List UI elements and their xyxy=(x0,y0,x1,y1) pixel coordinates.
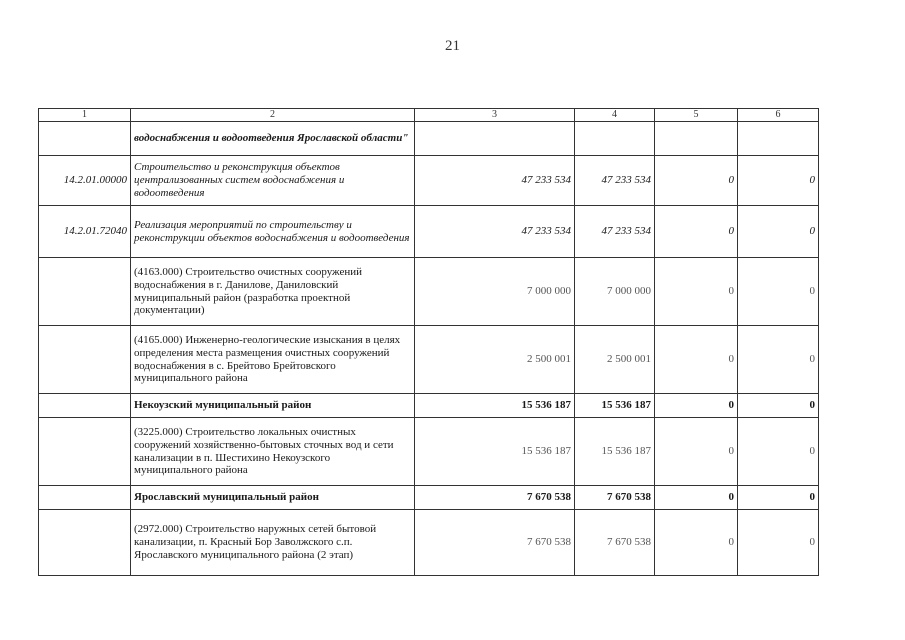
row-code: 14.2.01.72040 xyxy=(39,206,131,258)
budget-table xyxy=(38,108,819,576)
table-header-row xyxy=(39,109,819,122)
row-name: (4163.000) Строительство очистных сооружений водоснабжения в г. Данилове, Даниловский муниципальный район (разработка проектной документации) xyxy=(131,258,415,326)
row-value-col3: 7 000 000 xyxy=(415,258,575,326)
column-header: 2 xyxy=(131,109,415,122)
row-value-col3: 47 233 534 xyxy=(415,206,575,258)
table-row xyxy=(39,394,819,418)
page-number: 21 xyxy=(445,38,460,54)
row-code xyxy=(39,122,131,156)
row-value-col4 xyxy=(575,122,655,156)
row-code xyxy=(39,258,131,326)
table-row xyxy=(39,156,819,206)
table-row xyxy=(39,258,819,326)
row-name: Реализация мероприятий по строительству и реконструкции объектов водоснабжения и водоотведения xyxy=(131,206,415,258)
row-value-col6 xyxy=(738,122,819,156)
row-value-col5: 0 xyxy=(655,510,738,576)
row-value-col6: 0 xyxy=(738,206,819,258)
table-row xyxy=(39,206,819,258)
row-code xyxy=(39,418,131,486)
table-row xyxy=(39,122,819,156)
row-name: (4165.000) Инженерно-геологические изыскания в целях определения места размещения очистных сооружений водоснабжения в с. Брейтово Брейтовского муниципального района xyxy=(131,326,415,394)
row-value-col4: 7 670 538 xyxy=(575,510,655,576)
row-value-col4: 15 536 187 xyxy=(575,418,655,486)
row-value-col6: 0 xyxy=(738,258,819,326)
row-value-col3: 7 670 538 xyxy=(415,486,575,510)
row-name: Некоузский муниципальный район xyxy=(131,394,415,418)
row-value-col6: 0 xyxy=(738,394,819,418)
row-value-col6: 0 xyxy=(738,156,819,206)
row-value-col6: 0 xyxy=(738,326,819,394)
row-code xyxy=(39,510,131,576)
row-value-col5: 0 xyxy=(655,326,738,394)
row-code xyxy=(39,326,131,394)
row-value-col6: 0 xyxy=(738,486,819,510)
table-row xyxy=(39,326,819,394)
row-value-col3: 2 500 001 xyxy=(415,326,575,394)
row-name: Ярославский муниципальный район xyxy=(131,486,415,510)
row-code xyxy=(39,486,131,510)
table-row xyxy=(39,510,819,576)
row-code: 14.2.01.00000 xyxy=(39,156,131,206)
row-name: (3225.000) Строительство локальных очистных сооружений хозяйственно-бытовых сточных вод и сети канализации в п. Шестихино Некоузского муниципального района xyxy=(131,418,415,486)
column-header: 6 xyxy=(738,109,819,122)
row-value-col5 xyxy=(655,122,738,156)
row-value-col3 xyxy=(415,122,575,156)
row-value-col5: 0 xyxy=(655,394,738,418)
row-value-col3: 15 536 187 xyxy=(415,394,575,418)
row-value-col3: 47 233 534 xyxy=(415,156,575,206)
row-value-col6: 0 xyxy=(738,418,819,486)
row-value-col4: 2 500 001 xyxy=(575,326,655,394)
row-value-col5: 0 xyxy=(655,206,738,258)
row-value-col5: 0 xyxy=(655,486,738,510)
row-value-col4: 7 670 538 xyxy=(575,486,655,510)
column-header: 5 xyxy=(655,109,738,122)
row-name: Строительство и реконструкция объектов централизованных систем водоснабжения и водоотведения xyxy=(131,156,415,206)
row-value-col5: 0 xyxy=(655,258,738,326)
row-value-col4: 47 233 534 xyxy=(575,206,655,258)
column-header: 1 xyxy=(39,109,131,122)
row-value-col3: 7 670 538 xyxy=(415,510,575,576)
column-header: 3 xyxy=(415,109,575,122)
row-value-col5: 0 xyxy=(655,418,738,486)
row-value-col4: 47 233 534 xyxy=(575,156,655,206)
row-code xyxy=(39,394,131,418)
row-value-col3: 15 536 187 xyxy=(415,418,575,486)
row-value-col5: 0 xyxy=(655,156,738,206)
row-value-col4: 7 000 000 xyxy=(575,258,655,326)
row-value-col6: 0 xyxy=(738,510,819,576)
table-row xyxy=(39,486,819,510)
column-header: 4 xyxy=(575,109,655,122)
row-name: (2972.000) Строительство наружных сетей бытовой канализации, п. Красный Бор Заволжского с.п. Ярославского муниципального района (2 этап) xyxy=(131,510,415,576)
row-name: водоснабжения и водоотведения Ярославской области" xyxy=(131,122,415,156)
table-row xyxy=(39,418,819,486)
row-value-col4: 15 536 187 xyxy=(575,394,655,418)
